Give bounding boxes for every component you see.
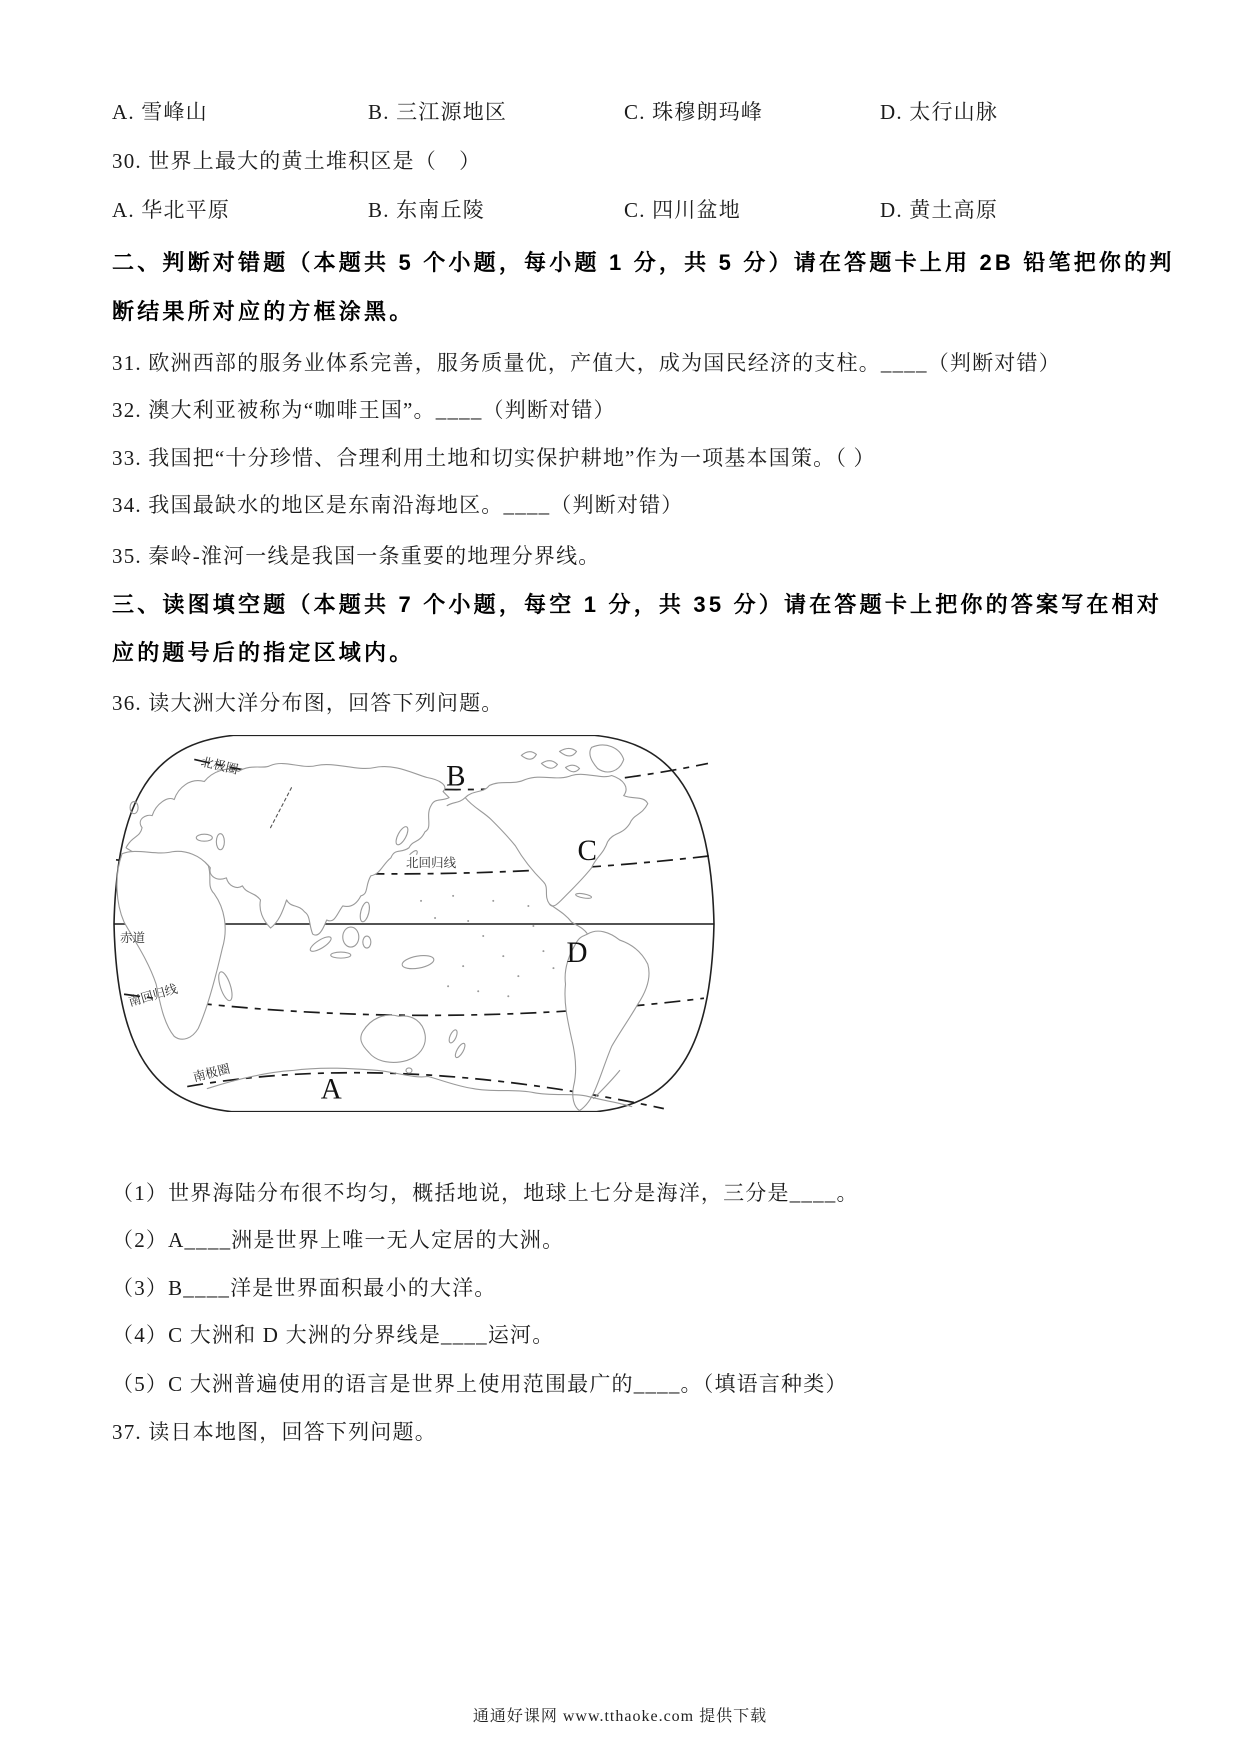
philippines	[359, 901, 372, 922]
central-america	[549, 904, 587, 934]
new-zealand-north	[448, 1029, 459, 1044]
madagascar	[216, 970, 235, 1002]
tropic-of-capricorn-label: 南回归线	[127, 981, 180, 1010]
page-footer: 通通好课网 www.tthaoke.com 提供下载	[472, 1708, 768, 1725]
borneo	[343, 927, 359, 947]
option-b: B. 东南丘陵	[368, 198, 485, 222]
alaska-peninsula	[447, 798, 465, 806]
australia-coastline	[361, 1015, 426, 1062]
option-d: D. 太行山脉	[880, 100, 999, 124]
question-37: 37. 读日本地图，回答下列问题。	[112, 1420, 437, 1444]
question-34: 34. 我国最缺水的地区是东南沿海地区。____（判断对错）	[112, 493, 684, 517]
question-30: 30. 世界上最大的黄土堆积区是（ ）	[112, 149, 482, 173]
arctic-circle-label: 北极圈	[199, 754, 240, 777]
option-a: A. 华北平原	[112, 198, 231, 222]
section2-heading-line1: 二、判断对错题（本题共 5 个小题，每小题 1 分，共 5 分）请在答题卡上用 2B 铅笔把你的判	[112, 250, 1175, 275]
antarctic-circle-label: 南极圈	[191, 1061, 232, 1085]
world-map	[112, 735, 716, 1112]
question-36: 36. 读大洲大洋分布图，回答下列问题。	[112, 691, 504, 715]
equator-label: 赤道	[120, 931, 146, 946]
question-36-part5: （5）C 大洲普遍使用的语言是世界上使用范围最广的____。（填语言种类）	[112, 1372, 848, 1396]
option-c: C. 四川盆地	[624, 198, 741, 222]
antarctica-coastline	[207, 1068, 631, 1106]
question-32: 32. 澳大利亚被称为“咖啡王国”。____（判断对错）	[112, 398, 616, 422]
sumatra	[308, 934, 333, 954]
option-c: C. 珠穆朗玛峰	[624, 100, 764, 124]
question-35: 35. 秦岭-淮河一线是我国一条重要的地理分界线。	[112, 544, 601, 568]
continent-letter-b: B	[446, 760, 466, 793]
option-b: B. 三江源地区	[368, 100, 508, 124]
section2-heading-line2: 断结果所对应的方框涂黑。	[112, 299, 415, 324]
africa-coastline	[117, 851, 225, 1039]
section3-heading-line1: 三、读图填空题（本题共 7 个小题，每空 1 分，共 35 分）请在答题卡上把你的答案写在相对	[112, 592, 1163, 617]
question-36-part2: （2）A____洲是世界上唯一无人定居的大洲。	[112, 1228, 565, 1252]
continent-letter-a: A	[320, 1073, 342, 1106]
greenland	[590, 745, 624, 772]
pacific-islands	[420, 895, 554, 997]
question-33: 33. 我国把“十分珍惜、合理利用土地和切实保护耕地”作为一项基本国策。（ ）	[112, 446, 876, 470]
north-america-coastline	[465, 774, 648, 906]
option-d: D. 黄土高原	[880, 198, 999, 222]
cuba	[575, 893, 592, 900]
options-row-q29	[112, 98, 1172, 126]
new-zealand-south	[454, 1042, 467, 1059]
continent-letter-c: C	[577, 834, 597, 867]
tropic-of-cancer-label: 北回归线	[405, 855, 457, 870]
question-31: 31. 欧洲西部的服务业体系完善，服务质量优，产值大，成为国民经济的支柱。____（判断对错）	[112, 351, 1061, 375]
continent-letter-d: D	[566, 937, 588, 970]
world-map-figure	[112, 735, 716, 1112]
java	[331, 952, 351, 958]
new-guinea	[401, 953, 435, 970]
tasmania	[406, 1068, 412, 1073]
sulawesi	[363, 936, 371, 948]
section3-heading-line2: 应的题号后的指定区域内。	[112, 640, 415, 665]
option-a: A. 雪峰山	[112, 100, 208, 124]
question-36-part3: （3）B____洋是世界面积最小的大洋。	[112, 1276, 497, 1300]
question-36-part1: （1）世界海陆分布很不均匀，概括地说，地球上七分是海洋，三分是____。	[112, 1181, 859, 1205]
question-36-part4: （4）C 大洲和 D 大洲的分界线是____运河。	[112, 1323, 555, 1347]
options-row-q30	[112, 196, 1172, 224]
canadian-arctic-islands	[521, 748, 579, 771]
